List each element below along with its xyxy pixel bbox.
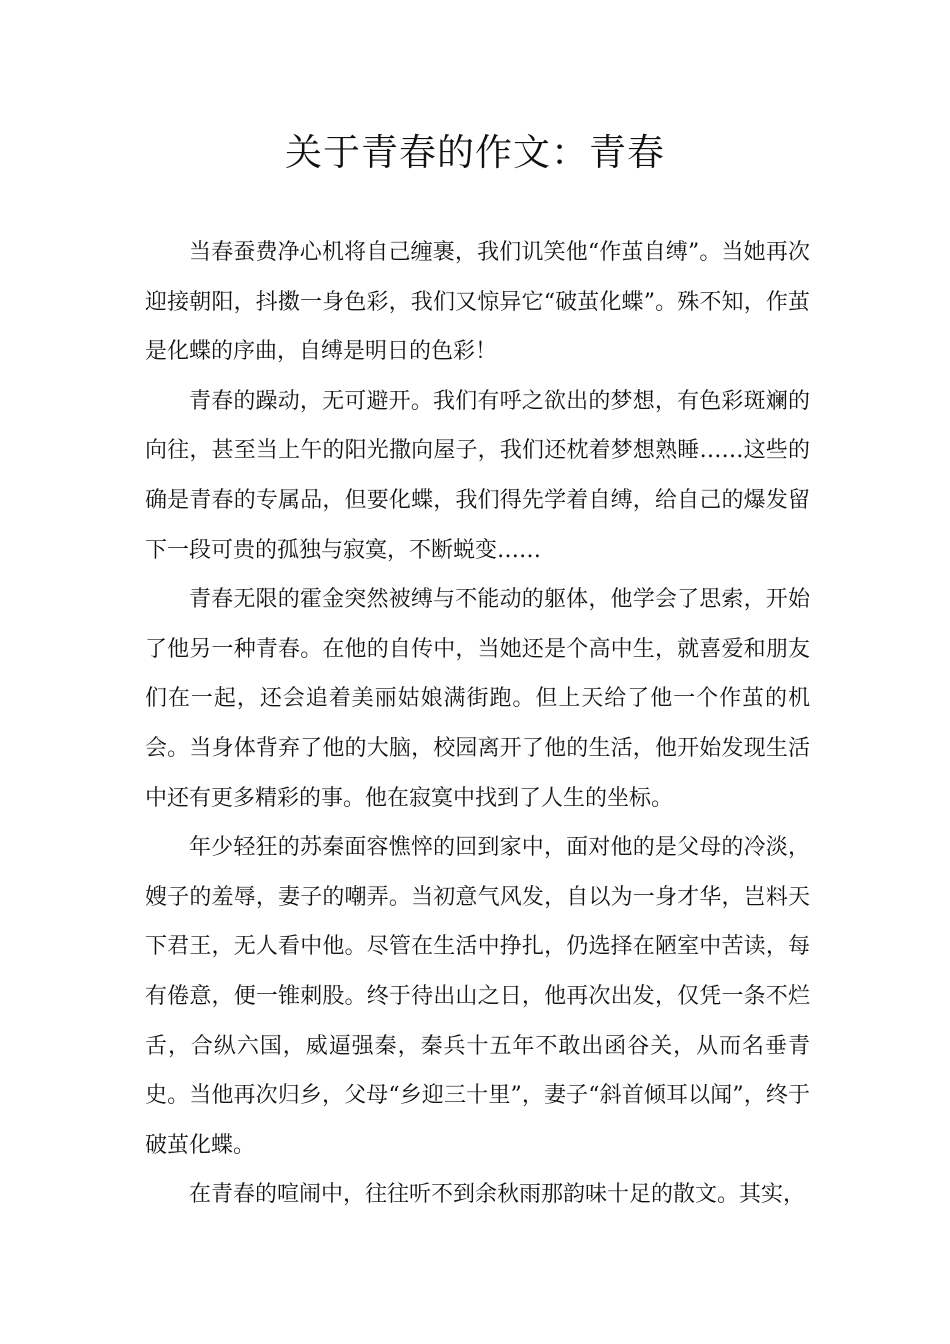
paragraph-2: 青春的躁动，无可避开。我们有呼之欲出的梦想，有色彩斑斓的向往，甚至当上午的阳光撒向屋子，我们还枕着梦想熟睡……这些的确是青春的专属品，但要化蝶，我们得先学着自缚，给自己的爆发留下一段可贵的孤独与寂寞，不断蜕变……	[145, 388, 810, 563]
paragraph-5: 在青春的喧闹中，往往听不到余秋雨那韵味十足的散文。其实，	[189, 1182, 806, 1208]
paragraph-1: 当春蚕费净心机将自己缠裹，我们讥笑他“作茧自缚”。当她再次迎接朝阳，抖擞一身色彩，我们又惊异它“破茧化蝶”。殊不知，作茧是化蝶的序曲，自缚是明日的色彩！	[145, 240, 810, 365]
paragraph-3: 青春无限的霍金突然被缚与不能动的躯体，他学会了思索，开始了他另一种青春。在他的自传中，当她还是个高中生，就喜爱和朋友们在一起，还会追着美丽姑娘满街跑。但上天给了他一个作茧的机会。当身体背弃了他的大脑，校园离开了他的生活，他开始发现生活中还有更多精彩的事。他在寂寞中找到了人生的坐标。	[145, 587, 810, 811]
document-body	[145, 228, 810, 1220]
document-title: 关于青春的作文：青春	[285, 131, 665, 174]
paragraph-4: 年少轻狂的苏秦面容憔悴的回到家中，面对他的是父母的冷淡，嫂子的羞辱，妻子的嘲弄。当初意气风发，自以为一身才华，岂料天下君王，无人看中他。尽管在生活中挣扎，仍选择在陋室中苦读，每有倦意，便一锥刺股。终于待出山之日，他再次出发，仅凭一条不烂舌，合纵六国，威逼强秦，秦兵十五年不敢出函谷关，从而名垂青史。当他再次归乡，父母“乡迎三十里”，妻子“斜首倾耳以闻”，终于破茧化蝶。	[145, 835, 810, 1158]
